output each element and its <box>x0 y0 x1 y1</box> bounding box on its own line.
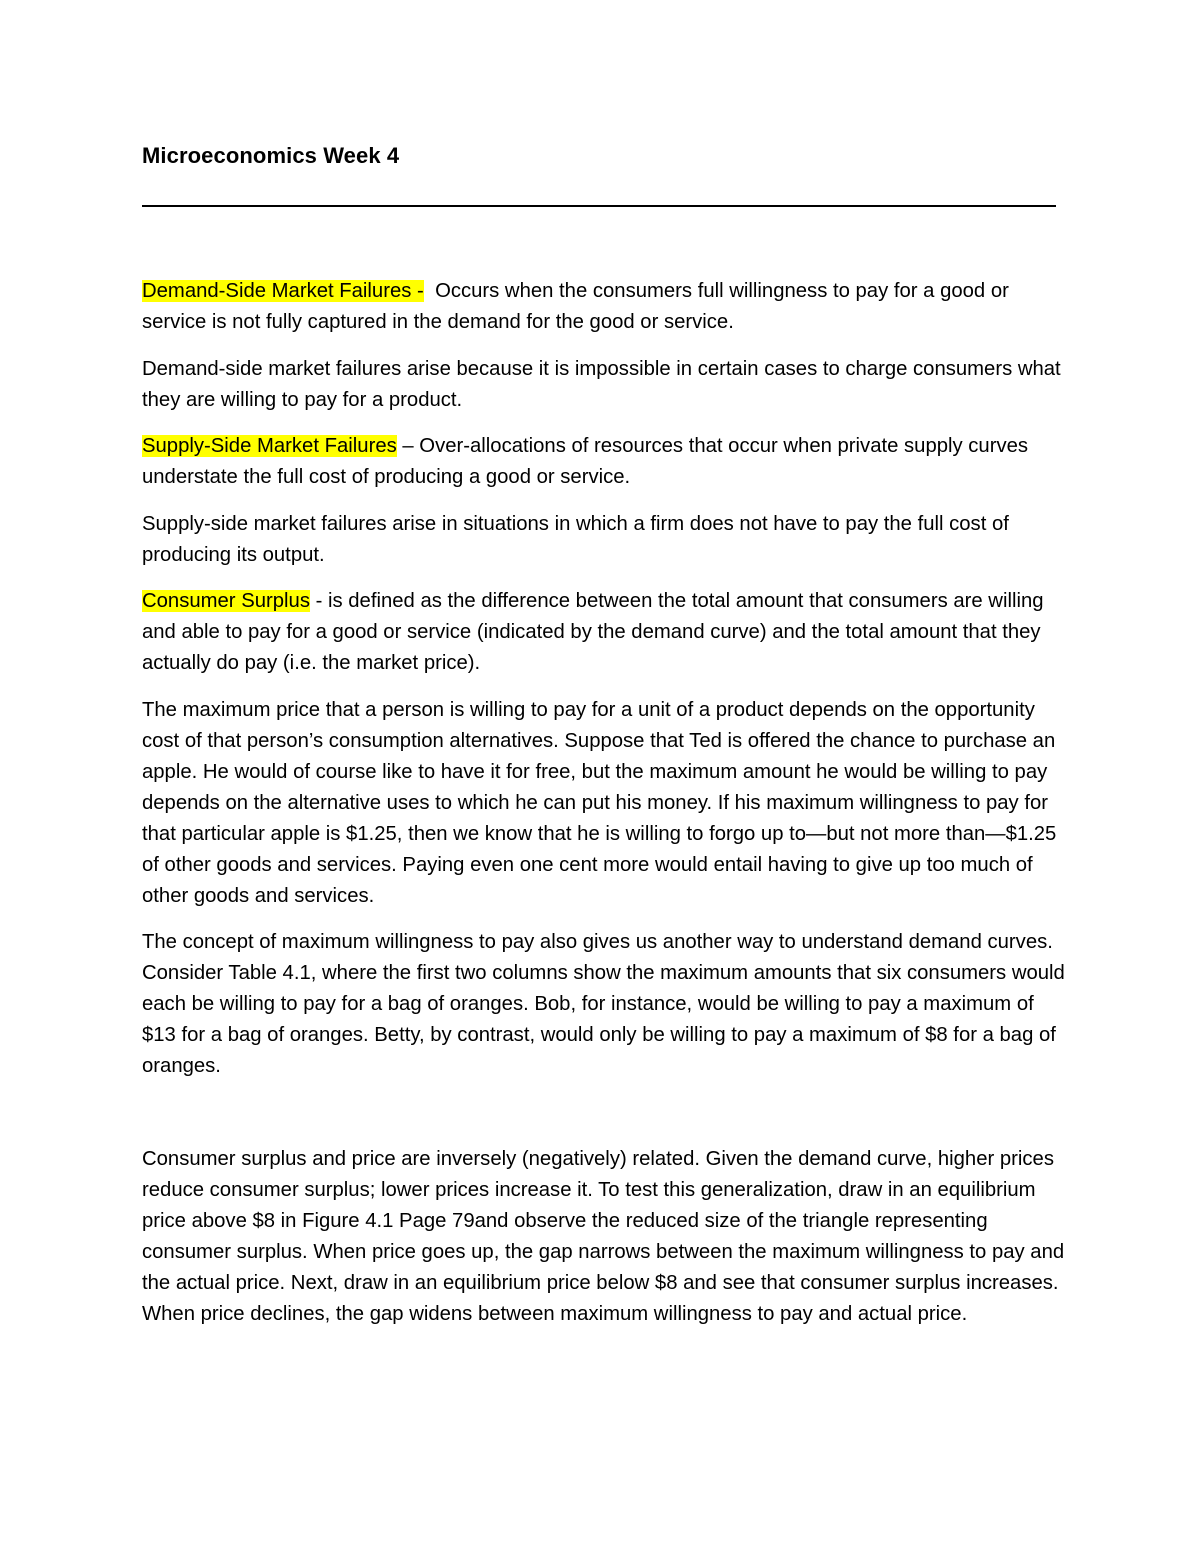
document-title: Microeconomics Week 4 <box>142 143 400 168</box>
paragraph-willingness-to-pay: The concept of maximum willingness to pay also gives us another way to understand demand curves. Consider Table 4.1, where the first two columns show the maximum amounts that six consumers would each be willing to pay for a bag of oranges. Bob, for instance, would be willing to pay a maximum of $13 for a bag of oranges. Betty, by contrast, would only be willing to pay a maximum of $8 for a bag of oranges. <box>142 931 1065 1077</box>
paragraph-surplus-and-price: Consumer surplus and price are inversely (negatively) related. Given the demand curve, higher prices reduce consumer surplus; lower prices increase it. To test this generalization, draw in an equilibrium price above $8 in Figure 4.1 Page 79and observe the reduced size of the triangle representing consumer surplus. When price goes up, the gap narrows between the maximum willingness to pay and the actual price. Next, draw in an equilibrium price below $8 and see that consumer surplus increases. When price declines, the gap widens between maximum willingness to pay and actual price. <box>142 1148 1065 1325</box>
term-supply-side-market-failures: Supply-Side Market Failures <box>142 435 397 457</box>
paragraph-consumer-surplus-definition <box>142 586 1067 679</box>
definition-text: – Over-allocations of resources that occur when private supply curves understate the full cost of producing a good or service. <box>142 435 1029 488</box>
definition-text: Occurs when the consumers full willingness to pay for a good or service is not fully captured in the demand for the good or service. <box>142 280 1009 333</box>
document-body <box>142 276 1067 1346</box>
term-separator <box>424 280 435 302</box>
definition-text: - is defined as the difference between the total amount that consumers are willing and able to pay for a good or service (indicated by the demand curve) and the total amount that they actually do pay (i.e. the market price). <box>142 590 1044 674</box>
paragraph-demand-side-explanation: Demand-side market failures arise because it is impossible in certain cases to charge consumers what they are willing to pay for a product. <box>142 357 1061 411</box>
paragraph-supply-side-explanation: Supply-side market failures arise in situations in which a firm does not have to pay the full cost of producing its output. <box>142 512 1009 566</box>
paragraph-supply-side-definition <box>142 431 1067 493</box>
title-divider <box>142 205 1056 207</box>
term-consumer-surplus: Consumer Surplus <box>142 590 310 612</box>
paragraph-maximum-price: The maximum price that a person is willing to pay for a unit of a product depends on the opportunity cost of that person’s consumption alternatives. Suppose that Ted is offered the chance to purchase an apple. He would of course like to have it for free, but the maximum amount he would be willing to pay depends on the alternative uses to which he can put his money. If his maximum willingness to pay for that particular apple is $1.25, then we know that he is willing to forgo up to—but not more than—$1.25 of other goods and services. Paying even one cent more would entail having to give up too much of other goods and services. <box>142 698 1057 907</box>
paragraph-demand-side-definition <box>142 276 1067 338</box>
term-demand-side-market-failures: Demand-Side Market Failures - <box>142 280 424 302</box>
